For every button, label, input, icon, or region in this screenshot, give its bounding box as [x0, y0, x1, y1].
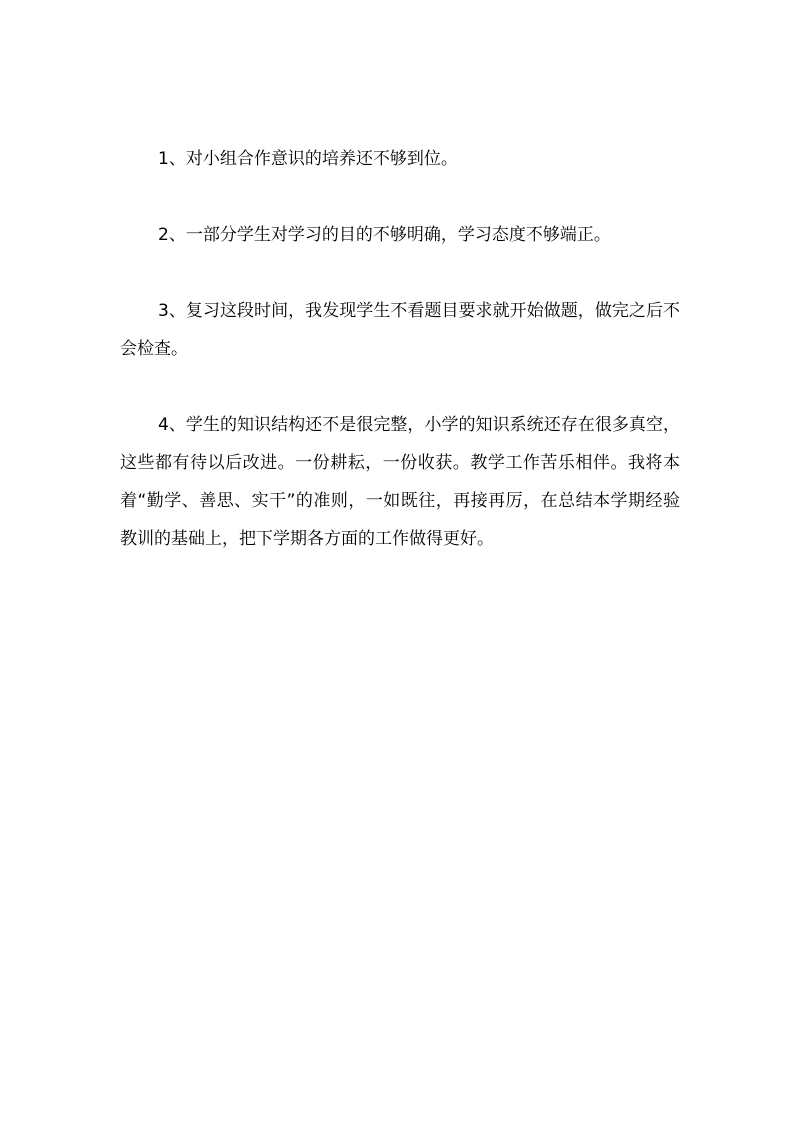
- document-body: [120, 140, 680, 596]
- paragraph-4: 4、学生的知识结构还不是很完整，小学的知识系统还存在很多真空，这些都有待以后改进。一份耕耘，一份收获。教学工作苦乐相伴。我将本着“勤学、善思、实干”的准则，一如既往，再接再厉，在总结本学期经验教训的基础上，把下学期各方面的工作做得更好。: [120, 415, 680, 549]
- paragraph-2: 2、一部分学生对学习的目的不够明确，学习态度不够端正。: [158, 225, 611, 245]
- paragraph-1: 1、对小组合作意识的培养还不够到位。: [158, 149, 458, 169]
- paragraph-3: 3、复习这段时间，我发现学生不看题目要求就开始做题，做完之后不会检查。: [120, 301, 680, 359]
